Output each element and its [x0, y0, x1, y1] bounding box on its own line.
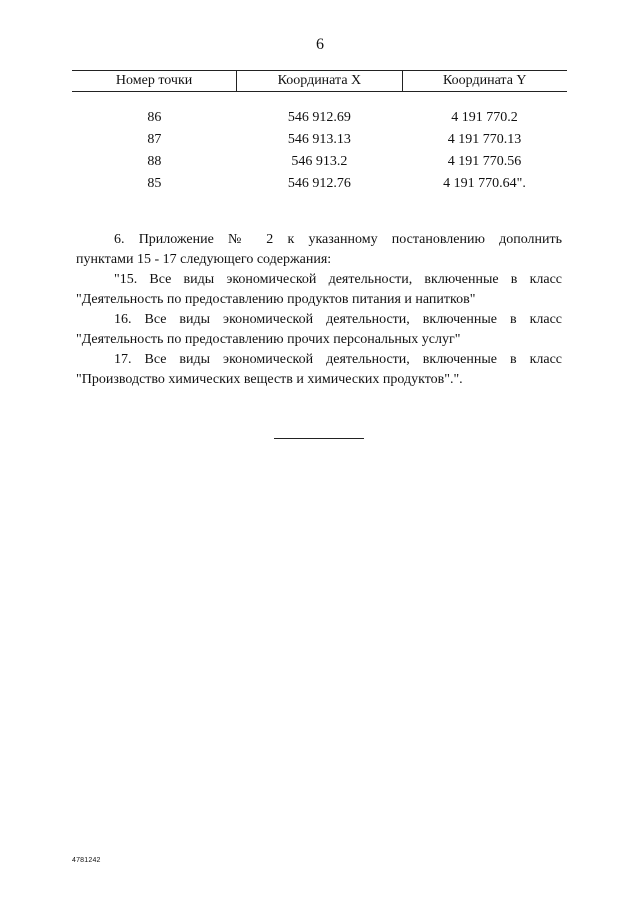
- paragraph-15-line-2: "Деятельность по предоставлению продуктов питания и напитков": [76, 292, 476, 307]
- coordinate-y-cell: 4 191 770.2: [451, 110, 518, 125]
- table-row: [72, 129, 567, 151]
- document-body: [76, 230, 562, 390]
- coordinate-y-cell: 4 191 770.64".: [443, 176, 526, 191]
- paragraph-16-line-1: 16. Все виды экономической деятельности, включенные в класс: [114, 312, 562, 327]
- point-number-cell: 87: [147, 132, 162, 147]
- column-header-coordinate-y: Координата Y: [402, 71, 567, 92]
- paragraph-16: [76, 310, 562, 350]
- coordinate-y-cell: 4 191 770.56: [447, 154, 522, 169]
- paragraph-15-line-1: "15. Все виды экономической деятельности, включенные в класс: [114, 272, 562, 287]
- table-row: [72, 107, 567, 129]
- column-header-coordinate-x: Координата X: [237, 71, 402, 92]
- paragraph-17-line-2: "Производство химических веществ и химических продуктов".".: [76, 372, 463, 387]
- coordinates-table: [72, 70, 567, 195]
- coordinate-x-cell: 546 912.76: [287, 176, 351, 191]
- paragraph-6-line-1: 6. Приложение № 2 к указанному постановлению дополнить: [114, 232, 562, 247]
- document-code: 4781242: [72, 857, 101, 864]
- coordinate-x-cell: 546 913.13: [287, 132, 351, 147]
- point-number-cell: 85: [147, 176, 162, 191]
- table-row: [72, 151, 567, 173]
- paragraph-17: [76, 350, 562, 390]
- coordinate-x-cell: 546 913.2: [291, 154, 348, 169]
- end-separator-line: [274, 438, 364, 439]
- page-number: 6: [316, 36, 324, 53]
- table-row: [72, 173, 567, 195]
- table-header-row: [72, 71, 567, 92]
- paragraph-16-line-2: "Деятельность по предоставлению прочих персональных услуг": [76, 332, 461, 347]
- paragraph-15: [76, 270, 562, 310]
- coordinate-y-cell: 4 191 770.13: [447, 132, 522, 147]
- point-number-cell: 88: [147, 154, 162, 169]
- table-spacer-row: [72, 92, 567, 108]
- paragraph-17-line-1: 17. Все виды экономической деятельности, включенные в класс: [114, 352, 562, 367]
- paragraph-6-line-2: пунктами 15 - 17 следующего содержания:: [76, 252, 332, 267]
- point-number-cell: 86: [147, 110, 162, 125]
- coordinate-x-cell: 546 912.69: [287, 110, 351, 125]
- column-header-point-number: Номер точки: [72, 71, 237, 92]
- paragraph-6: [76, 230, 562, 270]
